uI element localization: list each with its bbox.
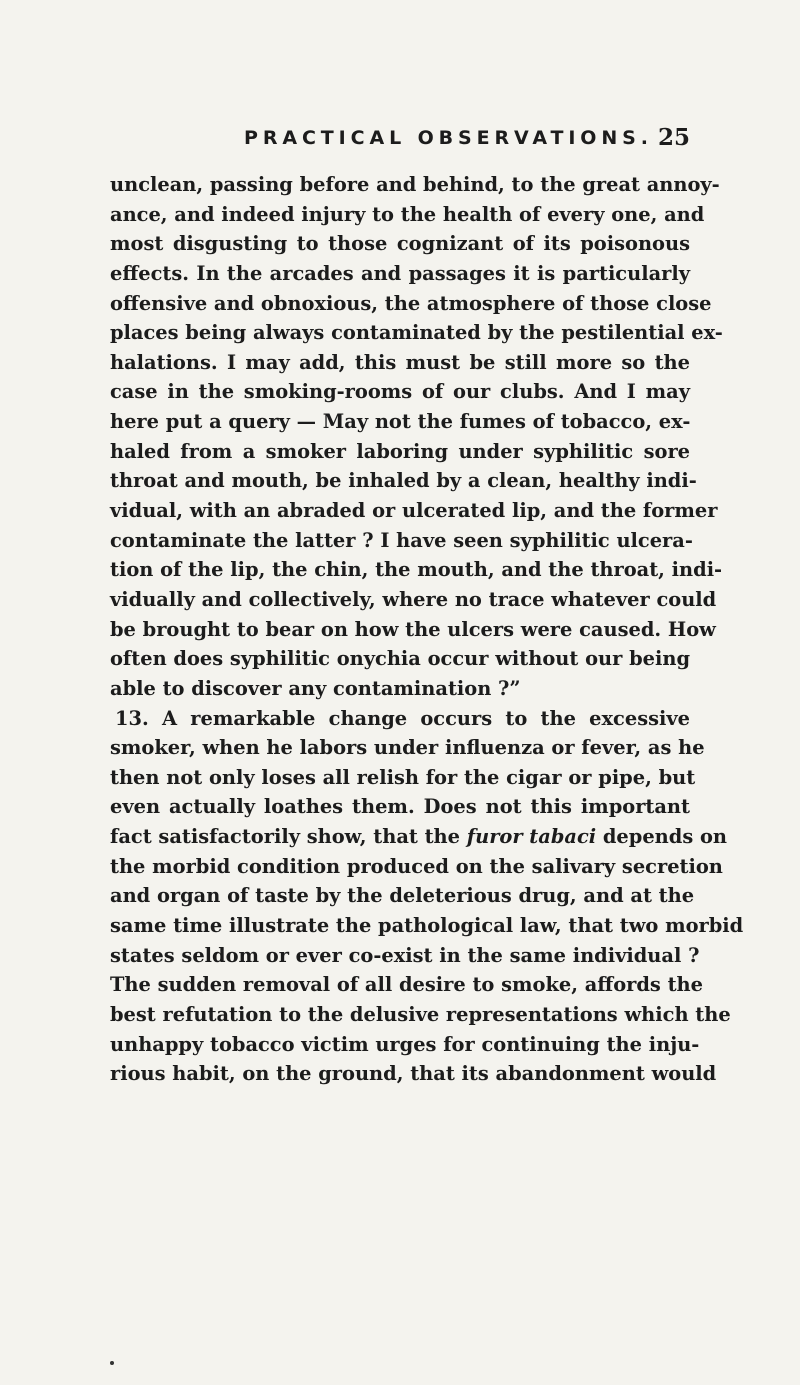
- text-line: halations. I may add, this must be still more so the: [110, 350, 690, 374]
- text-line: offensive and obnoxious, the atmosphere of those close: [110, 291, 712, 315]
- text-line: and organ of taste by the deleterious drug, and at the: [110, 884, 695, 908]
- text-line: throat and mouth, be inhaled by a clean, healthy indi-: [110, 469, 697, 493]
- text-line: then not only loses all relish for the cigar or pipe, but: [110, 765, 696, 789]
- text-line: ance, and indeed injury to the health of every one, and: [110, 202, 705, 226]
- paragraph-start-line: 13. A remarkable change occurs to the excessive: [115, 706, 690, 730]
- text-line: the morbid condition produced on the salivary secretion: [110, 854, 723, 878]
- text-line: haled from a smoker laboring under syphilitic sore: [110, 439, 690, 463]
- text-line: able to discover any contamination ?”: [110, 676, 521, 700]
- text-line: vidually and collectively, where no trace whatever could: [110, 587, 717, 611]
- body-text: [110, 170, 744, 1089]
- ink-speck: [110, 1361, 114, 1365]
- text-line: here put a query — May not the fumes of tobacco, ex-: [110, 410, 691, 434]
- italic-term: furor tabaci: [466, 825, 597, 849]
- text-line: contaminate the latter ? I have seen syphilitic ulcera-: [110, 528, 693, 552]
- text-line: tion of the lip, the chin, the mouth, and the throat, indi-: [110, 558, 723, 582]
- text-line: same time illustrate the pathological law, that two morbid: [110, 914, 744, 938]
- text-line: most disgusting to those cognizant of its poisonous: [110, 232, 690, 256]
- text-run: fact satisfactorily show, that the: [110, 825, 467, 849]
- page-number: 25: [657, 124, 690, 151]
- text-line: case in the smoking-rooms of our clubs. And I may: [110, 380, 690, 404]
- text-line-with-italic: [110, 822, 728, 852]
- text-line: rious habit, on the ground, that its abandonment would: [110, 1062, 717, 1086]
- text-line: often does syphilitic onychia occur without our being: [110, 647, 690, 671]
- running-head: [244, 124, 690, 157]
- text-line: be brought to bear on how the ulcers were caused. How: [110, 617, 716, 641]
- text-line: smoker, when he labors under influenza or fever, as he: [110, 736, 705, 760]
- text-line: unclean, passing before and behind, to the great annoy-: [110, 173, 720, 196]
- text-line: best refutation to the delusive representations which the: [110, 1002, 731, 1026]
- text-line: vidual, with an abraded or ulcerated lip, and the former: [110, 499, 718, 523]
- running-title: PRACTICAL OBSERVATIONS.: [244, 127, 653, 149]
- text-line: effects. In the arcades and passages it is particularly: [110, 261, 690, 285]
- text-run: depends on: [596, 825, 728, 849]
- text-line: states seldom or ever co-exist in the same individual ?: [110, 943, 700, 967]
- text-line: places being always contaminated by the pestilential ex-: [110, 321, 723, 345]
- text-line: unhappy tobacco victim urges for continuing the inju-: [110, 1032, 700, 1056]
- text-line: The sudden removal of all desire to smoke, affords the: [110, 973, 703, 997]
- text-line: even actually loathes them. Does not this important: [110, 795, 690, 819]
